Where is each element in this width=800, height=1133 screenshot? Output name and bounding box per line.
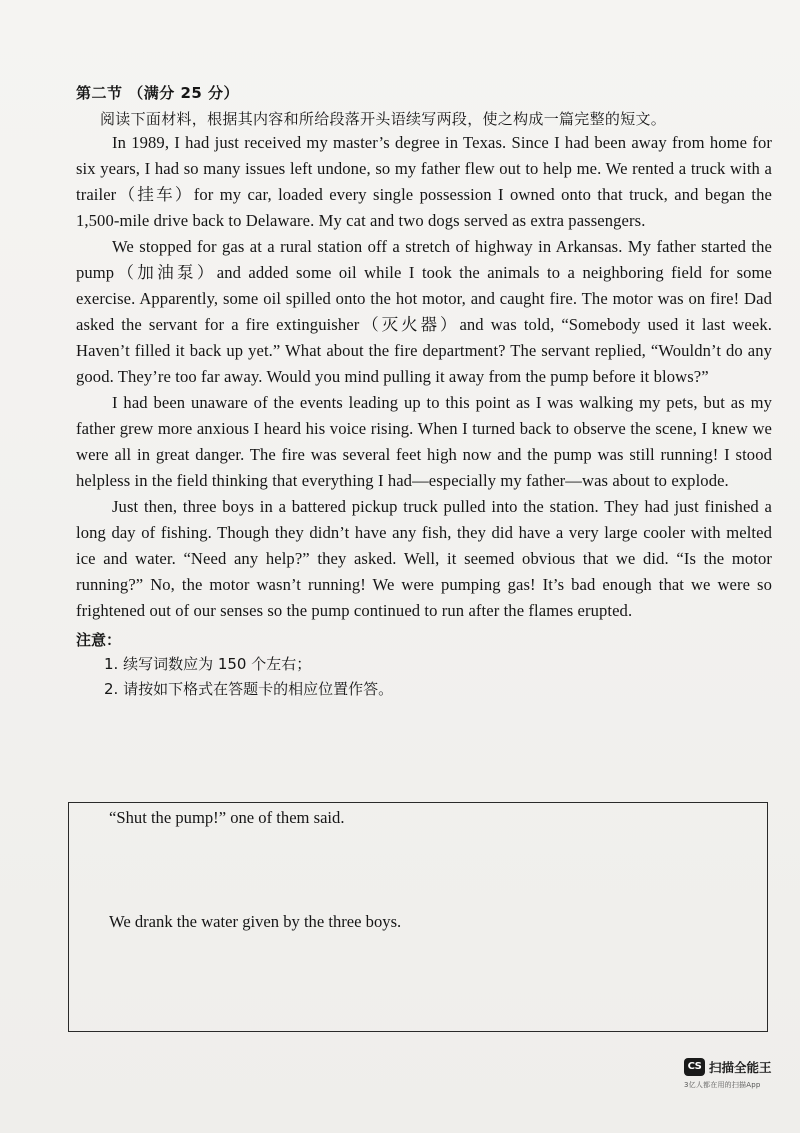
- section-instruction: 阅读下面材料，根据其内容和所给段落开头语续写两段，使之构成一篇完整的短文。: [100, 110, 667, 128]
- cs-logo-icon: CS: [684, 1058, 705, 1076]
- paragraph-3: I had been unaware of the events leading up to this point as I was walking my pets, but as my father grew more anxious I heard his voice rising. When I turned back to observe the scene, I knew we were all in great danger. The fire was several feet high now and the pump was still running! I stood helpless in the field thinking that everything I had—especially my father—was about to explode.: [76, 393, 772, 490]
- notes-item-2: 2. 请按如下格式在答题卡的相应位置作答。: [104, 680, 394, 698]
- notes-title: 注意：: [76, 631, 122, 649]
- passage-block: [76, 82, 772, 702]
- notes-section: [76, 628, 772, 702]
- notes-item-1: 1. 续写词数应为 150 个左右；: [104, 655, 312, 673]
- answer-box: [68, 802, 768, 1032]
- continuation-opening-2: We drank the water given by the three boys.: [109, 912, 402, 931]
- paragraph-4: Just then, three boys in a battered pickup truck pulled into the station. They had just finished a long day of fishing. Though they didn’t have any fish, they did have a very large cooler with melted ice and water. “Need any help?” they asked. Well, it seemed obvious that we did. “Is the motor running?” No, the motor wasn’t running! We were pumping gas! It’s bad enough that we were so frightened out of our senses so the pump continued to run after the flames erupted.: [76, 497, 772, 620]
- scanner-watermark: [684, 1058, 772, 1076]
- scanner-app-tagline: 3亿人都在用的扫描App: [684, 1081, 761, 1089]
- paragraph-1: In 1989, I had just received my master’s degree in Texas. Since I had been away from home for six years, I had so many issues left undone, so my father flew out to help me. We rented a truck with a trailer（挂车）for my car, loaded every single possession I owned onto that truck, and began the 1,500-mile drive back to Delaware. My cat and two dogs served as extra passengers.: [76, 133, 772, 230]
- paragraph-2: We stopped for gas at a rural station off a stretch of highway in Arkansas. My father started the pump（加油泵）and added some oil while I took the animals to a neighboring field for some exercise. Apparently, some oil spilled onto the hot motor, and caught fire. The motor was on fire! Dad asked the servant for a fire extinguisher（灭火器）and was told, “Somebody used it last week. Haven’t filled it back up yet.” What about the fire department? The servant replied, “Wouldn’t do any good. They’re too far away. Would you mind pulling it away from the pump before it blows?”: [76, 237, 772, 386]
- section-title: 第二节 （满分 25 分）: [76, 84, 240, 102]
- continuation-opening-1: “Shut the pump!” one of them said.: [109, 808, 345, 827]
- scanner-app-name: 扫描全能王: [709, 1060, 772, 1075]
